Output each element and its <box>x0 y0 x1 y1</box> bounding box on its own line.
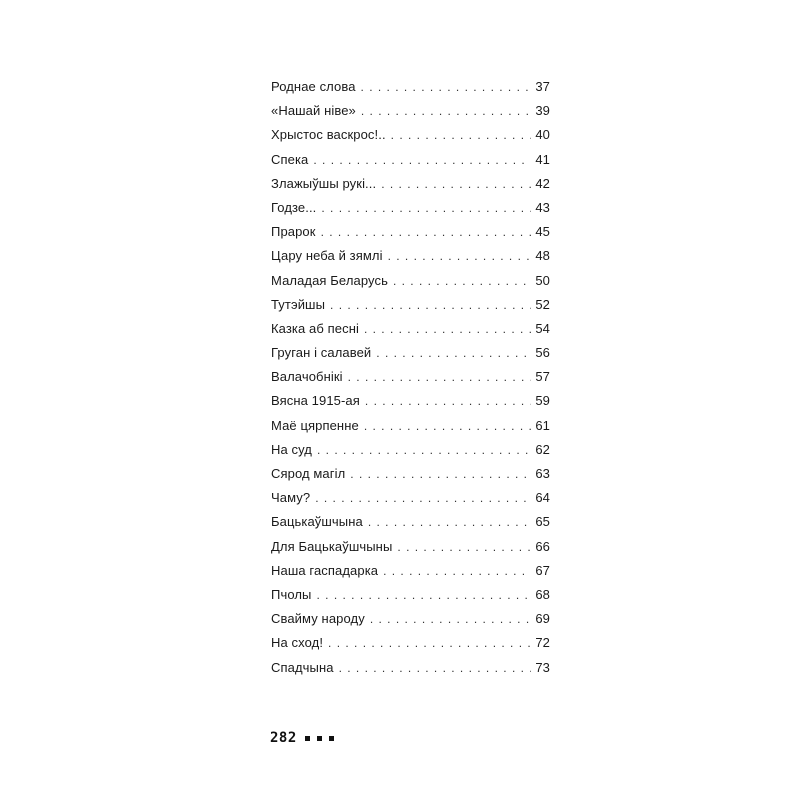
toc-entry-page: 62 <box>535 441 550 457</box>
dot-leader <box>364 322 531 336</box>
toc-entry-page: 59 <box>535 393 550 409</box>
toc-entry <box>271 442 550 466</box>
toc-entry <box>271 248 550 272</box>
dot-leader <box>350 467 531 481</box>
toc-entry-page: 69 <box>535 611 550 627</box>
dot-leader <box>364 419 532 433</box>
toc-entry-page: 65 <box>535 514 550 530</box>
toc-entry <box>271 587 550 611</box>
dot-icon <box>329 736 334 741</box>
toc-entry-title: Валачобнікі <box>271 369 343 385</box>
toc-entry <box>271 321 550 345</box>
toc-entry-title: Пчолы <box>271 586 312 602</box>
toc-entry <box>271 514 550 538</box>
toc-entry-page: 68 <box>535 586 550 602</box>
toc-entry-page: 39 <box>535 103 550 119</box>
toc-entry-page: 37 <box>535 79 550 94</box>
toc-entry-page: 40 <box>535 127 550 143</box>
toc-entry-title: Бацькаўшчына <box>271 514 363 530</box>
dot-leader <box>361 104 531 118</box>
toc-entry-page: 67 <box>535 562 550 578</box>
toc-entry-title: На сход! <box>271 635 324 651</box>
toc-entry-title: Чаму? <box>271 490 311 506</box>
dot-leader <box>393 274 531 288</box>
toc-entry-page: 45 <box>535 224 550 240</box>
toc-entry-page: 64 <box>535 490 550 506</box>
dot-leader <box>317 443 531 457</box>
toc-entry-title: Спека <box>271 151 309 167</box>
page-footer <box>270 730 341 746</box>
toc-entry <box>271 345 550 369</box>
toc-entry <box>271 200 550 224</box>
dot-icon <box>305 736 310 741</box>
toc-entry <box>271 490 550 514</box>
toc-entry-title: Тутэйшы <box>271 296 326 312</box>
dot-leader <box>313 153 531 167</box>
toc-entry-title: «Нашай ніве» <box>271 103 356 119</box>
toc-entry-title: Сярод магіл <box>271 466 346 481</box>
toc-entry <box>271 127 550 151</box>
toc-entry-page: 41 <box>535 151 550 167</box>
dot-leader <box>370 612 532 626</box>
toc-entry <box>271 297 550 321</box>
toc-entry-title: Свайму народу <box>271 611 365 627</box>
toc-entry <box>271 273 550 297</box>
dot-leader <box>365 394 531 408</box>
toc-entry-page: 50 <box>535 272 550 288</box>
toc-entry-page: 52 <box>535 296 550 312</box>
toc-entry-title: Наша гаспадарка <box>271 562 379 578</box>
toc-entry-page: 48 <box>535 248 550 264</box>
toc-entry-page: 57 <box>535 369 550 385</box>
toc-entry-page: 66 <box>535 538 550 554</box>
toc-entry-page: 72 <box>535 635 550 651</box>
toc-entry <box>271 466 550 490</box>
toc-entry-title: Маё цярпенне <box>271 417 359 433</box>
dot-leader <box>339 661 532 675</box>
toc-entry-page: 54 <box>535 320 550 336</box>
toc-entry-title: Груган і салавей <box>271 345 372 361</box>
toc-entry-title: Цару неба й зямлі <box>271 248 383 264</box>
page-number: 282 <box>270 730 297 746</box>
toc-entry-title: Маладая Беларусь <box>271 272 388 288</box>
toc-entry-page: 42 <box>535 175 550 191</box>
dot-leader <box>321 225 532 239</box>
toc-entry-title: Прарок <box>271 224 316 240</box>
toc-entry-page: 63 <box>535 466 550 481</box>
toc-entry <box>271 539 550 563</box>
toc-entry-title: Казка аб песні <box>271 320 359 336</box>
dot-leader <box>348 370 532 384</box>
toc-entry <box>271 611 550 635</box>
toc-entry <box>271 393 550 417</box>
dot-leader <box>317 588 532 602</box>
toc-entry <box>271 152 550 176</box>
dot-icon <box>317 736 322 741</box>
toc-entry <box>271 103 550 127</box>
toc-entry <box>271 660 550 684</box>
toc-entry-page: 73 <box>535 659 550 675</box>
toc-entry <box>271 224 550 248</box>
dot-leader <box>381 177 531 191</box>
toc-entry-title: Хрыстос васкрос!.. <box>271 127 386 143</box>
toc-entry-title: Годзе... <box>271 199 317 215</box>
toc-entry-title: Для Бацькаўшчыны <box>271 538 393 554</box>
dot-leader <box>368 515 531 529</box>
dot-leader <box>383 564 531 578</box>
dot-leader <box>388 249 532 263</box>
dot-leader <box>330 298 531 312</box>
dot-leader <box>328 636 531 650</box>
dot-leader <box>376 346 531 360</box>
toc-entry-title: Спадчына <box>271 659 334 675</box>
table-of-contents <box>271 79 550 684</box>
toc-entry <box>271 418 550 442</box>
toc-entry-title: Вясна 1915-ая <box>271 393 360 409</box>
toc-entry-title: На суд <box>271 441 312 457</box>
dot-leader <box>397 540 531 554</box>
dot-leader <box>361 80 532 94</box>
toc-entry-title: Злажыўшы рукі... <box>271 175 377 191</box>
toc-entry <box>271 79 550 103</box>
dots-ornament-icon <box>305 736 341 741</box>
toc-entry-page: 61 <box>535 417 550 433</box>
dot-leader <box>391 128 532 142</box>
dot-leader <box>321 201 531 215</box>
toc-entry <box>271 369 550 393</box>
toc-entry-title: Роднае слова <box>271 79 356 94</box>
toc-entry <box>271 176 550 200</box>
toc-entry <box>271 635 550 659</box>
dot-leader <box>315 491 531 505</box>
toc-entry <box>271 563 550 587</box>
toc-entry-page: 56 <box>535 345 550 361</box>
toc-entry-page: 43 <box>535 199 550 215</box>
